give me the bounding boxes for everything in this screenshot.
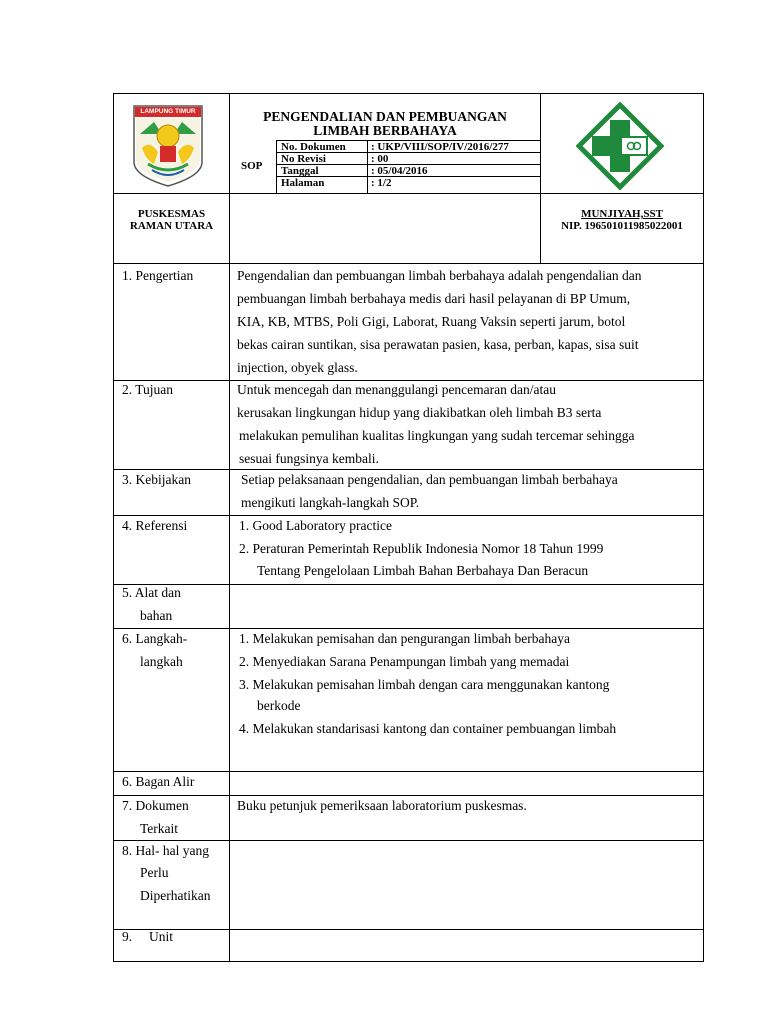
sop-label: SOP (241, 160, 263, 172)
doc-number-label: No. Dokumen (281, 141, 346, 153)
section-text: 4. Melakukan standarisasi kantong dan container pembuangan limbah (239, 721, 617, 736)
section-text: 1. Good Laboratory practice (239, 518, 392, 533)
section-label: 1. Pengertian (122, 268, 194, 283)
section-text: injection, obyek glass. (237, 360, 358, 375)
section-label: 4. Referensi (122, 518, 188, 533)
section-text: 2. Menyediakan Sarana Penampungan limbah yang memadai (239, 654, 570, 669)
section-text: berkode (257, 698, 301, 713)
emblem-banner-text: LAMPUNG TIMUR (140, 108, 196, 115)
section-text: 1. Melakukan pemisahan dan pengurangan limbah berbahaya (239, 631, 571, 646)
section-label: Diperhatikan (140, 888, 211, 903)
section-label: Terkait (140, 821, 179, 836)
section-label: 7. Dokumen (122, 798, 189, 813)
section-text: KIA, KB, MTBS, Poli Gigi, Laborat, Ruang Vaksin seperti jarum, botol (237, 314, 626, 329)
section-text: bekas cairan suntikan, sisa perawatan pasien, kasa, perban, kapas, sisa suit (237, 337, 639, 352)
section-text: sesuai fungsinya kembali. (239, 451, 379, 466)
revision-value: : 00 (371, 153, 389, 165)
lampung-timur-emblem (132, 104, 204, 188)
section-text: 3. Melakukan pemisahan limbah dengan cara menggunakan kantong (239, 677, 610, 692)
section-label: 6. Langkah- (122, 631, 188, 646)
date-value: : 05/04/2016 (371, 165, 428, 177)
section-label: bahan (140, 608, 173, 623)
org-name-line1: PUSKESMAS (137, 208, 206, 220)
doc-number-value: : UKP/VIII/SOP/IV/2016/277 (371, 141, 509, 153)
section-text: Tentang Pengelolaan Limbah Bahan Berbahaya Dan Beracun (257, 563, 589, 578)
section-text: kerusakan lingkungan hidup yang diakibatkan oleh limbah B3 serta (237, 405, 602, 420)
page-label: Halaman (281, 177, 325, 189)
section-label: langkah (140, 654, 183, 669)
section-text: mengikuti langkah-langkah SOP. (241, 495, 420, 510)
section-label: 6. Bagan Alir (122, 774, 195, 789)
section-text: 2. Peraturan Pemerintah Republik Indonesia Nomor 18 Tahun 1999 (239, 541, 604, 556)
org-name-line2: RAMAN UTARA (129, 220, 214, 232)
section-label: 3. Kebijakan (122, 472, 191, 487)
doc-title-line2: LIMBAH BERBAHAYA (313, 123, 457, 138)
revision-label: No Revisi (281, 153, 326, 165)
section-label: 8. Hal- hal yang (122, 843, 209, 858)
section-text: melakukan pemulihan kualitas lingkungan yang sudah tercemar sehingga (239, 428, 635, 443)
section-label: Perlu (140, 865, 169, 880)
date-label: Tanggal (281, 165, 319, 177)
page-value: : 1/2 (371, 177, 392, 189)
section-label: 2. Tujuan (122, 382, 174, 397)
section-text: Pengendalian dan pembuangan limbah berbahaya adalah pengendalian dan (237, 268, 642, 283)
puskesmas-logo (576, 102, 664, 190)
section-text: pembuangan limbah berbahaya medis dari hasil pelayanan di BP Umum, (237, 291, 631, 306)
section-text: Untuk mencegah dan menanggulangi pencemaran dan/atau (237, 382, 556, 397)
section-label: 5. Alat dan (122, 585, 181, 600)
section-text: Buku petunjuk pemeriksaan laboratorium puskesmas. (237, 798, 527, 813)
doc-title-line1: PENGENDALIAN DAN PEMBUANGAN (263, 109, 507, 124)
section-label: 9. Unit (122, 929, 174, 944)
signer-nip: NIP. 196501011985022001 (561, 220, 683, 232)
section-text: Setiap pelaksanaan pengendalian, dan pembuangan limbah berbahaya (241, 472, 618, 487)
signer-name: MUNJIYAH,SST (581, 208, 663, 220)
